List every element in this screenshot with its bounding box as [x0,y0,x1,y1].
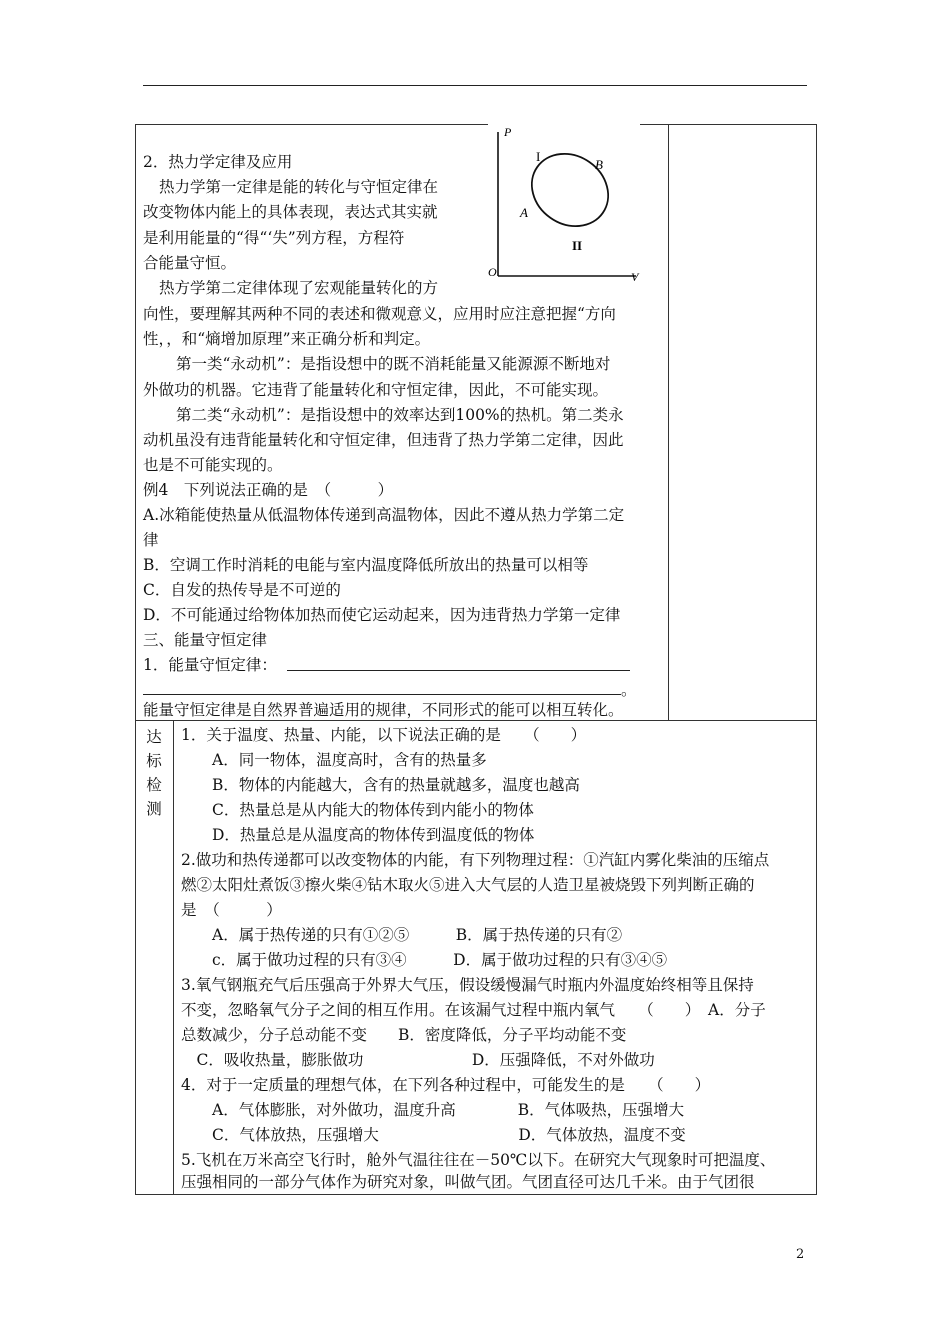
para3-line: 也是不可能实现的。 [143,456,283,474]
check-line: 是 （ ） [181,901,282,919]
example4-option: 律 [143,531,159,549]
side-col-divider [173,720,174,1195]
check-line: 总数减少，分子总动能不变 B．密度降低，分子平均动能不变 [181,1026,627,1044]
side-label [143,725,165,821]
point-label-b: B [595,157,603,172]
check-line: A．属于热传递的只有①②⑤ B．属于热传递的只有② [181,926,623,944]
table-top-right [640,124,816,125]
example4-option: D．不可能通过给物体加热而使它运动起来，因为违背热力学第一定律 [143,606,621,624]
curve-label-i: I [536,149,541,164]
check-line: c．属于做功过程的只有③④ D．属于做功过程的只有③④⑤ [181,951,668,969]
check-line: B．物体的内能越大，含有的热量就越多，温度也越高 [181,776,580,794]
para1-line: 合能量守恒。 [143,254,237,272]
curve-label-ii: II [572,238,583,253]
check-line: 5.飞机在万米高空飞行时，舱外气温往往在－50℃以下。在研究大气现象时可把温度、 [181,1151,776,1169]
law1-label: 1．能量守恒定律： [143,656,277,674]
part3-heading: 三、能量守恒定律 [143,631,268,649]
point-label-a: A [520,205,528,220]
check-line: 2.做功和热传递都可以改变物体的内能，有下列物理过程：①汽缸内雾化柴油的压缩点 [181,851,770,869]
side-char: 达 [146,728,162,746]
law1-end: 。 [621,681,637,699]
para2-line: 外做功的机器。它违背了能量转化和守恒定律，因此，不可能实现。 [143,381,609,399]
table-col-divider [668,124,669,720]
check-line: C．吸收热量，膨胀做功 D．压强降低，不对外做功 [181,1051,655,1069]
check-line: A．同一物体，温度高时，含有的热量多 [181,751,487,769]
example4-stem: 例4 下列说法正确的是 （ ） [143,481,394,499]
check-line: 1．关于温度、热量、内能，以下说法正确的是 （ ） [181,726,587,744]
origin-label: O [488,265,497,279]
example4-option: A.冰箱能使热量从低温物体传递到高温物体，因此不遵从热力学第二定 [143,506,625,524]
example4-option: B．空调工作时消耗的电能与室内温度降低所放出的热量可以相等 [143,556,589,574]
fill-in-blank[interactable] [287,670,630,671]
check-line: D．热量总是从温度高的物体传到温度低的物体 [181,826,535,844]
para3-line: 动机虽没有违背能量转化和守恒定律，但违背了热力学第二定律，因此 [143,431,624,449]
side-char: 检 [146,776,162,794]
example4-option: C．自发的热传导是不可逆的 [143,581,341,599]
table-top-left [135,124,488,125]
v-axis-label: V [631,270,639,282]
check-line: A．气体膨胀，对外做功，温度升高 B．气体吸热，压强增大 [181,1101,685,1119]
para2-line: 第一类“永动机”：是指设想中的既不消耗能量又能源源不断地对 [176,355,611,373]
check-line: C．热量总是从内能大的物体传到内能小的物体 [181,801,534,819]
fill-in-blank[interactable] [143,694,621,695]
check-line: 压强相同的一部分气体作为研究对象，叫做气团。气团直径可达几千米。由于气团很 [181,1173,755,1191]
section-heading: 2．热力学定律及应用 [143,153,293,171]
check-line: 4．对于一定质量的理想气体，在下列各种过程中，可能发生的是 （ ） [181,1076,711,1094]
law-statement: 能量守恒定律是自然界普遍适用的规律，不同形式的能可以相互转化。 [143,701,624,719]
pv-diagram [486,124,642,282]
table-row-divider [135,720,816,721]
check-line: 燃②太阳灶煮饭③擦火柴④钻木取火⑤进入大气层的人造卫星被烧毁下列判断正确的 [181,876,755,894]
check-line: 不变，忽略氧气分子之间的相互作用。在该漏气过程中瓶内氧气 （ ） A．分子 [181,1001,766,1019]
para3-line: 第二类“永动机”：是指设想中的效率达到100%的热机。第二类永 [176,406,624,424]
check-line: 3.氧气钢瓶充气后压强高于外界大气压，假设缓慢漏气时瓶内外温度始终相等且保持 [181,976,754,994]
side-char: 标 [146,752,162,770]
para1-line: 是利用能量的“得“‘失”列方程，方程符 [143,229,405,247]
p-axis-label: P [504,125,512,139]
para1-line: 改变物体内能上的具体表现，表达式其实就 [143,203,438,221]
page-number: 2 [796,1247,805,1262]
para1-line: 热方学第二定律体现了宏观能量转化的方 [159,279,439,297]
header-rule [143,85,807,86]
para1-line: 性，，和“熵增加原理”来正确分析和判定。 [143,330,431,348]
check-line: C．气体放热，压强增大 D．气体放热，温度不变 [181,1126,686,1144]
para1-line: 向性，要理解其两种不同的表述和微观意义，应用时应注意把握“方向 [143,305,616,323]
side-char: 测 [146,800,162,818]
para1-line: 热力学第一定律是能的转化与守恒定律在 [159,178,439,196]
